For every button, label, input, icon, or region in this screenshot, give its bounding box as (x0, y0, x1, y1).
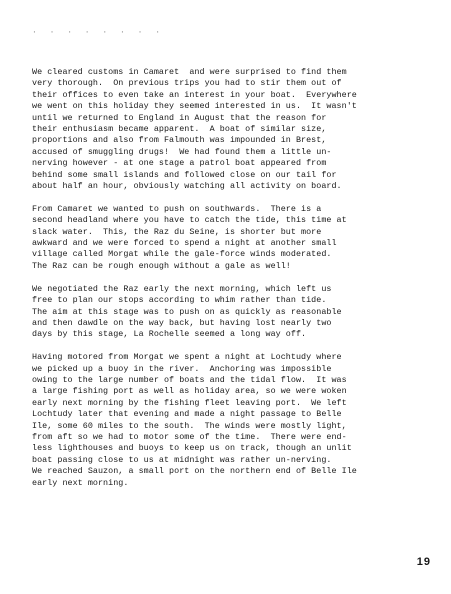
text-line: Lochtudy later that evening and made a night passage to Belle (32, 409, 342, 420)
text-line: less lighthouses and buoys to keep us on track, though an unlit (32, 443, 352, 454)
text-line: early next morning. (32, 477, 129, 488)
text-line: The aim at this stage was to push on as quickly as reasonable (32, 306, 342, 317)
text-line: behind some small islands and followed close on our tail for (32, 169, 337, 180)
text-line: proportions and also from Falmouth was impounded in Brest, (32, 135, 327, 146)
text-line: until we returned to England in August that the reason for (32, 112, 327, 123)
text-line: from aft so we had to motor some of the time. There were end- (32, 431, 347, 442)
text-line: We reached Sauzon, a small port on the northern end of Belle Ile (32, 466, 357, 477)
text-line: village called Morgat while the gale-force winds moderated. (32, 249, 332, 260)
text-line: From Camaret we wanted to push on southwards. There is a (32, 203, 322, 214)
paragraph-3 (32, 284, 432, 341)
text-line: Having motored from Morgat we spent a night at Lochtudy where (32, 352, 342, 363)
header-marks: · · · · · · · · (32, 28, 165, 37)
text-line: awkward and we were forced to spend a night at another small (32, 238, 337, 249)
text-line: a large fishing port as well as holiday area, so we were woken (32, 386, 347, 397)
text-line: owing to the large number of boats and the tidal flow. It was (32, 374, 347, 385)
text-line: slack water. This, the Raz du Seine, is shorter but more (32, 226, 322, 237)
paragraph-4 (32, 352, 432, 489)
text-line: very thorough. On previous trips you had to stir them out of (32, 78, 342, 89)
paragraph-2 (32, 204, 432, 272)
text-line: The Raz can be rough enough without a gale as well! (32, 260, 291, 271)
text-line: We cleared customs in Camaret and were surprised to find them (32, 67, 347, 77)
text-line: boat passing close to us at midnight was rather un-nerving. (32, 454, 332, 465)
text-line: early next morning by the fishing fleet leaving port. We left (32, 397, 347, 408)
text-line: accused of smuggling drugs! We had found them a little un- (32, 146, 332, 157)
text-line: their offices to even take an interest in your boat. Everywhere (32, 89, 357, 100)
text-line: we went on this holiday they seemed interested in us. It wasn't (32, 101, 357, 112)
text-line: days by this stage, La Rochelle seemed a long way off. (32, 329, 307, 340)
text-line: We negotiated the Raz early the next morning, which left us (32, 283, 332, 294)
paragraph-1 (32, 67, 432, 192)
text-line: Ile, some 60 miles to the south. The winds were mostly light, (32, 420, 347, 431)
text-line: second headland where you have to catch the tide, this time at (32, 215, 347, 226)
body-text (32, 67, 432, 500)
text-line: free to plan our stops according to whim rather than tide. (32, 295, 327, 306)
page-number: 19 (416, 556, 431, 568)
text-line: we picked up a buoy in the river. Anchoring was impossible (32, 363, 332, 374)
text-line: their enthusiasm became apparent. A boat of similar size, (32, 124, 327, 135)
text-line: nerving however - at one stage a patrol boat appeared from (32, 158, 327, 169)
text-line: and then dawdle on the way back, but having lost nearly two (32, 317, 332, 328)
text-line: about half an hour, obviously watching all activity on board. (32, 181, 342, 192)
